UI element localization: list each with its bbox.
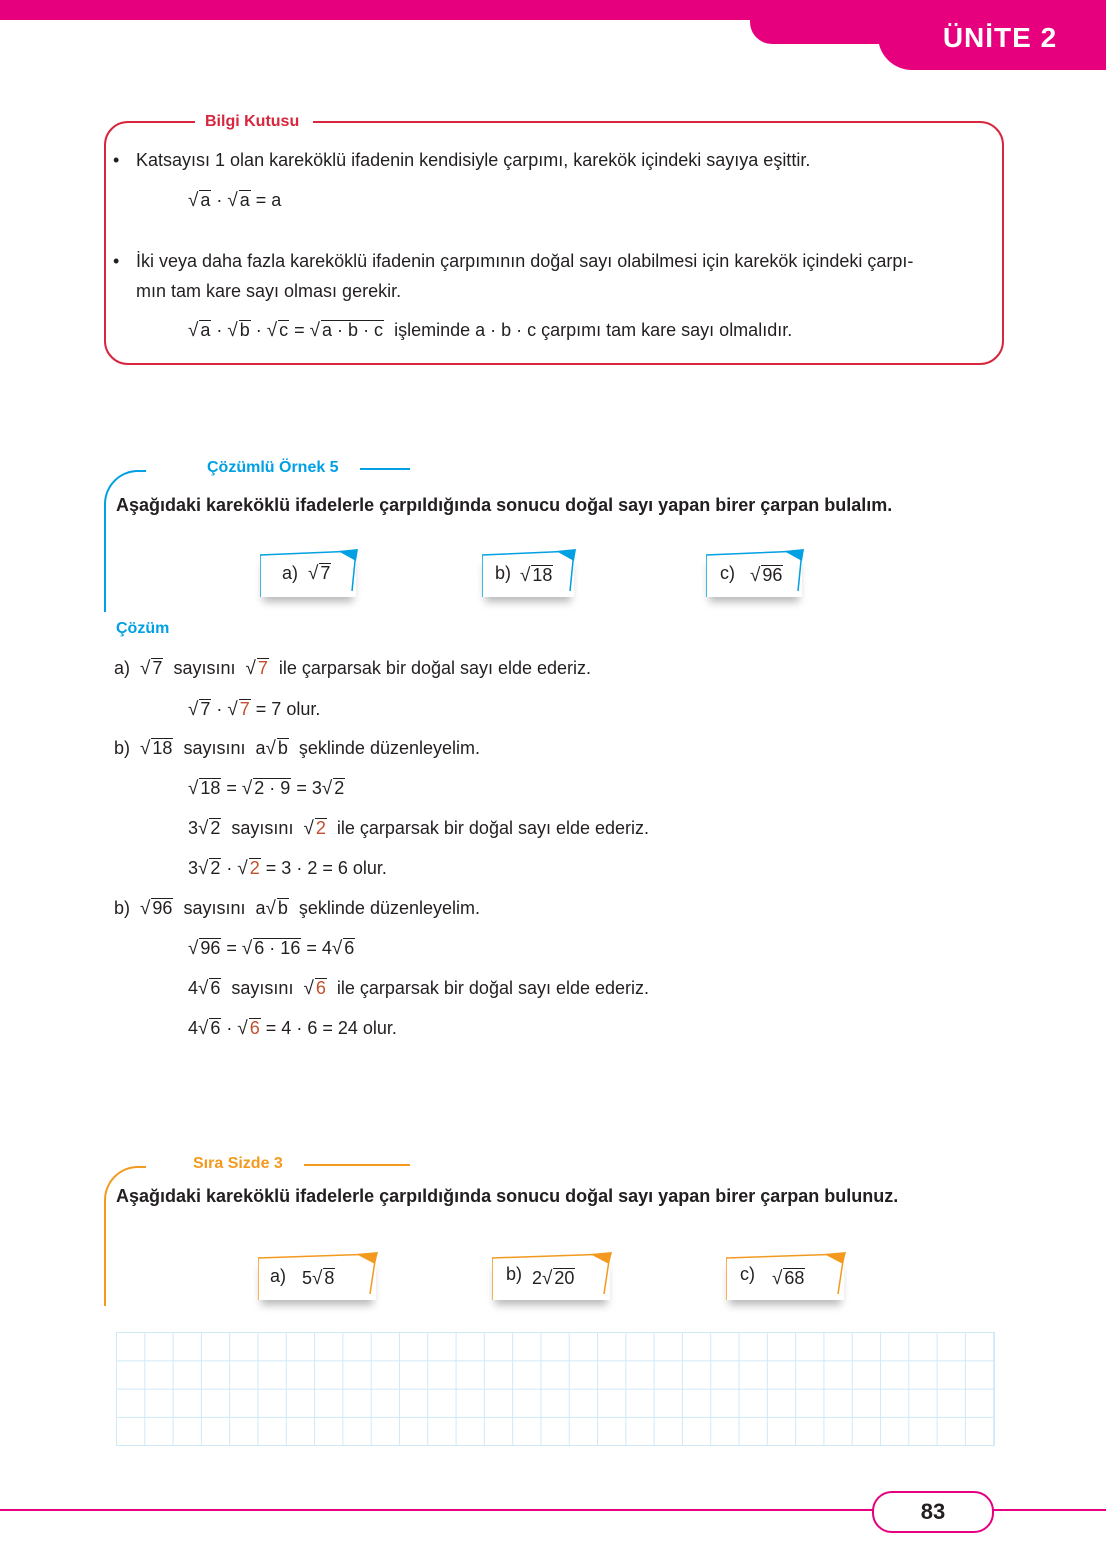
word: sayısını bbox=[173, 658, 236, 678]
solution-label: Çözüm bbox=[116, 620, 170, 637]
solution-c-line-2: √ 96 = √ 6 · 16 = 4√ 6 bbox=[188, 938, 355, 959]
sira-sizde-label: Sıra Sizde 3 bbox=[193, 1155, 283, 1172]
word: olur. bbox=[286, 699, 321, 719]
step-letter: b) bbox=[114, 738, 131, 758]
card-radicand: 8 bbox=[324, 1268, 335, 1288]
card-letter: a) bbox=[270, 1266, 287, 1286]
card-radicand: 68 bbox=[784, 1268, 805, 1288]
card-radicand: 7 bbox=[320, 563, 331, 583]
word: sayısını bbox=[183, 898, 246, 918]
solution-a-line-2: √ 7 · √ 7 = 7 olur. bbox=[188, 699, 321, 720]
exercise-card-c bbox=[726, 1256, 844, 1300]
solution-b-line-1: b) √ 18 sayısını a√ b şeklinde düzenleyelim. bbox=[114, 738, 481, 759]
card-value: √ 68 bbox=[772, 1268, 805, 1289]
solution-c-line-1: b) √ 96 sayısını a√ b şeklinde düzenleyelim. bbox=[114, 898, 481, 919]
step-letter: b) bbox=[114, 898, 131, 918]
word: sayısını bbox=[231, 978, 294, 998]
word: ile çarparsak bir doğal sayı elde ederiz. bbox=[278, 658, 592, 678]
card-letter: b) bbox=[506, 1264, 523, 1284]
example-card-a bbox=[260, 553, 356, 597]
bullet-dot: • bbox=[113, 150, 120, 170]
unit-title: ÜNİTE 2 bbox=[942, 22, 1058, 53]
footer-line bbox=[0, 1509, 880, 1511]
word: sayısını bbox=[231, 818, 294, 838]
bullet-dot: • bbox=[113, 251, 120, 271]
card-coef: 2 bbox=[532, 1268, 543, 1288]
info-formula-1: √ a · √ a = a bbox=[188, 190, 282, 211]
grid-work-area[interactable] bbox=[116, 1332, 995, 1446]
word: ile çarparsak bir doğal sayı elde ederiz. bbox=[336, 978, 650, 998]
card-radicand: 18 bbox=[532, 565, 553, 585]
page-number: 83 bbox=[920, 1499, 946, 1524]
word: şeklinde düzenleyelim. bbox=[298, 738, 481, 758]
word: ile çarparsak bir doğal sayı elde ederiz. bbox=[336, 818, 650, 838]
example-label: Çözümlü Örnek 5 bbox=[207, 459, 339, 476]
word: şeklinde düzenleyelim. bbox=[298, 898, 481, 918]
sira-sizde-label-line bbox=[304, 1164, 410, 1166]
info-bullet-2-line-1: İki veya daha fazla kareköklü ifadenin çarpımının doğal sayı olabilmesi için karekök içindeki çarpı- bbox=[136, 251, 914, 271]
word: olur. bbox=[362, 1018, 397, 1038]
solution-b-line-4: 3√ 2 · √ 2 = 3 · 2 = 6 olur. bbox=[188, 858, 387, 879]
info-bullet-2-line-2: mın tam kare sayı olması gerekir. bbox=[136, 281, 402, 301]
card-letter: c) bbox=[740, 1264, 755, 1284]
example-label-line bbox=[360, 468, 410, 470]
info-formula-2-text: işleminde a · b · c çarpımı tam kare sayı olmalıdır. bbox=[394, 320, 793, 340]
card-value: √ 7 bbox=[308, 563, 331, 584]
word: sayısını bbox=[183, 738, 246, 758]
card-letter: b) bbox=[495, 563, 512, 583]
solution-c-line-3: 4√ 6 sayısını √ 6 ile çarparsak bir doğal sayı elde ederiz. bbox=[188, 978, 650, 999]
example-frame-line bbox=[104, 470, 146, 612]
card-radicand: 96 bbox=[762, 565, 783, 585]
card-radicand: 20 bbox=[554, 1268, 575, 1288]
info-bullet-1: Katsayısı 1 olan kareköklü ifadenin kendisiyle çarpımı, karekök içindeki sayıya eşittir. bbox=[136, 150, 811, 170]
step-letter: a) bbox=[114, 658, 131, 678]
sira-sizde-question: Aşağıdaki kareköklü ifadelerle çarpıldığında sonucu doğal sayı yapan birer çarpan bulunuz. bbox=[116, 1186, 899, 1206]
solution-c-line-4: 4√ 6 · √ 6 = 4 · 6 = 24 olur. bbox=[188, 1018, 397, 1039]
info-formula-2: √ a · √ b · √ c = √ a · b · c işleminde a · b · c çarpımı tam kare sayı olmalıdır. bbox=[188, 320, 793, 341]
footer-line bbox=[990, 1509, 1106, 1511]
exercise-card-b bbox=[492, 1256, 610, 1300]
card-coef: 5 bbox=[302, 1268, 313, 1288]
solution-b-line-2: √ 18 = √ 2 · 9 = 3√ 2 bbox=[188, 778, 345, 799]
card-value: 5√ 8 bbox=[302, 1268, 335, 1289]
word: olur. bbox=[352, 858, 387, 878]
solution-a-line-1: a) √ 7 sayısını √ 7 ile çarparsak bir doğal sayı elde ederiz. bbox=[114, 658, 592, 679]
card-letter: a) bbox=[282, 563, 299, 583]
card-value: √ 18 bbox=[520, 565, 553, 586]
exercise-card-a bbox=[258, 1256, 376, 1300]
example-card-c bbox=[706, 553, 802, 597]
card-letter: c) bbox=[720, 563, 735, 583]
card-value: 2√ 20 bbox=[532, 1268, 575, 1289]
solution-b-line-3: 3√ 2 sayısını √ 2 ile çarparsak bir doğal sayı elde ederiz. bbox=[188, 818, 650, 839]
example-question: Aşağıdaki kareköklü ifadelerle çarpıldığında sonucu doğal sayı yapan birer çarpan bulalım. bbox=[116, 495, 893, 515]
card-value: √ 96 bbox=[750, 565, 783, 586]
example-card-b bbox=[482, 553, 574, 597]
info-box-label: Bilgi Kutusu bbox=[205, 113, 300, 130]
